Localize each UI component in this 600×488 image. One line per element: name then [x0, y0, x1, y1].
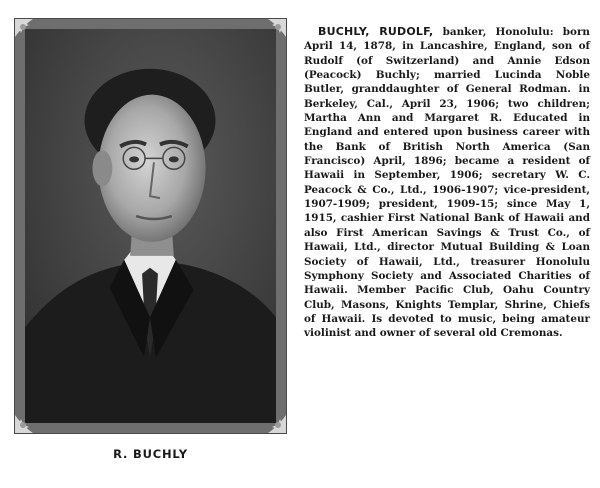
- frame-corner-ornament-icon: [258, 17, 288, 47]
- portrait-image: [25, 29, 276, 423]
- portrait-frame: [14, 18, 287, 434]
- frame-corner-ornament-icon: [13, 17, 43, 47]
- biography-name: BUCHLY, RUDOLF,: [318, 25, 434, 38]
- biography-entry: [304, 25, 590, 341]
- biography-text: banker, Honolulu: born April 14, 1878, in Lancashire, England, son of Rudolf (of Switzerland) and Annie Edson (Peacock) Buchly; married Lucinda Noble Butler, granddaughter of General Rodman. in Berkeley, Cal., April 23, 1906; two children; Martha Ann and Margaret R. Educated in England and entered upon business career with the Bank of British North America (San Francisco) April, 1896; became a resident of Hawaii in September, 1906; secretary W. C. Peacock & Co., Ltd., 1906-1907; vice-president, 1907-1909; president, 1909-15; since May 1, 1915, cashier First National Bank of Hawaii and also First American Savings & Trust Co., of Hawaii, Ltd., director Mutual Building & Loan Society of Hawaii, Ltd., treasurer Honolulu Symphony Society and Associated Charities of Hawaii. Member Pacific Club, Oahu Country Club, Masons, Knights Templar, Shrine, Chiefs of Hawaii. Is devoted to music, being amateur violinist and owner of several old Cremonas.: [304, 26, 590, 340]
- portrait-caption: R. BUCHLY: [113, 447, 188, 461]
- frame-corner-ornament-icon: [13, 405, 43, 435]
- frame-corner-ornament-icon: [258, 405, 288, 435]
- portrait-photo: [25, 29, 276, 423]
